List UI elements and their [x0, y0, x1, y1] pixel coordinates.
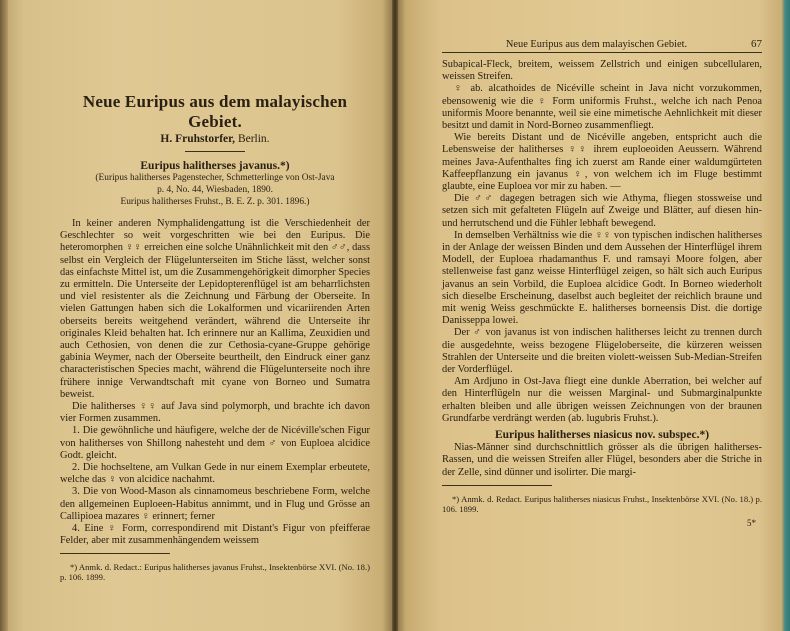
left-page: [0, 0, 394, 631]
paragraph: 3. Die von Wood-Mason als cinnamomeus beschriebene Form, welche den allgemeinen Euploeen-Habitus annimmt, und in Flug und Grösse an Callipioea mazares ♀ erinnert; ferner: [60, 486, 370, 522]
paragraph: In keiner anderen Nymphalidengattung ist die Verschiedenheit der Geschlechter so weit vorgeschritten wie bei den Euripus. Die heteromorphen ♀♀ erreichen eine solche Unähnlichkeit mit den ♂♂, dass selbst ein Vergleich der Flügelunterseiten im Stiche lässt, welcher sonst das einfachste Mittel ist, um die Zusammengehörigkeit dimorpher Species zu ermitteln. Die Unterseite der Lepidopterenflügel ist am beharrlichsten und viel resistenter als die Zeichnung und Färbung der Oberseite. In vielen Gattungen haben sich die Lokalformen und vicariirenden Arten oberseits bereits weitgehend verändert, während die Unterseite ihr originales Kleid behalten hat. Ich erinnere nur an Kallima, Zeuxidien und auch Cethosien, von denen die zur Cethosia-cyane-Gruppe gehörige gabinia Weymer, nach der Oberseite beurtheilt, den Eindruck einer ganz characteristischen Species macht, während die Flügelunterseite noch ihre frühere innige Verwandtschaft mit cyane von Borneo und Sumatra beweist.: [60, 218, 370, 400]
paragraph: Der ♂ von javanus ist von indischen halitherses leicht zu trennen durch die ausgedehnte, weiss bezogene Flügeloberseite, die kürzeren weissen Strahlen der Unterseite und die breiten violett-weissen Sub-Median-Streifen der Vorderflügel.: [442, 327, 762, 376]
paragraph: 4. Eine ♀ Form, correspondirend mit Distant's Figur von pfeifferae Felder, aber mit zusammenhängendem weissem: [60, 523, 370, 547]
paragraph: Die halitherses ♀♀ auf Java sind polymorph, und brachte ich davon vier Formen zusammen.: [60, 401, 370, 425]
section-heading: Euripus halitherses niasicus nov. subspec.*): [494, 429, 710, 442]
section-body: [442, 442, 762, 479]
synonymy-line: p. 4, No. 44, Wiesbaden, 1890.: [157, 185, 273, 195]
synonymy-line: Euripus halitherses Fruhst., B. E. Z. p. 301. 1896.): [120, 197, 310, 207]
synonymy-block: [60, 172, 370, 208]
right-page-edge: [782, 0, 790, 631]
left-page-edge: [0, 0, 8, 631]
paragraph: Wie bereits Distant und de Nicéville angeben, entspricht auch die Lebensweise der halitherses ♀♀ ihrem euploeoiden Aeussern. Während meines Java-Aufenthaltes fing ich zuerst am Rande einer waldumgürteten Kaffeepflanzung ein javanus ♀, von welchem ich im Fluge bestimmt glaubte, eine Euploea vor mir zu haben. —: [442, 132, 762, 193]
paragraph: Subapical-Fleck, breitem, weissem Zellstrich und einigen subcellularen, weissen Streifen.: [442, 59, 762, 83]
paragraph: In demselben Verhältniss wie die ♀♀ von typischen indischen halitherses in der Anlage der weissen Binden und dem Aussehen der Hinterflügel ihrem Modell, der Euploea rhadamanthus F. und ramsayi Moore folgen, aber stellenweise fast ganz weisse Hinterflügel zeigen, so hält sich auch Euripus javanus an sein Vorbild, die Euploea alcidice Godt. In Borneo wiederholt sich dieselbe Erscheinung, daselbst auch begleitet der reichlich braune und mit wenig Weiss geschmückte E. halitherses borneensis Dist. die dortige Danisseppa lowei.: [442, 229, 762, 327]
author-line: [60, 133, 370, 145]
species-heading: Euripus halitherses javanus.*): [140, 160, 290, 172]
right-body-text: [442, 59, 762, 425]
page-number: 67: [751, 38, 762, 50]
author-place: Berlin.: [237, 133, 270, 145]
synonymy-line: (Euripus halitherses Pagenstecher, Schmetterlinge von Ost-Java: [95, 173, 335, 183]
signature-mark: 5*: [747, 517, 756, 528]
paragraph: 1. Die gewöhnliche und häufigere, welche der de Nicéville'schen Figur von halitherses von Shillong nahesteht und dem ♂ von Euploea alcidice Godt. gleicht.: [60, 425, 370, 461]
right-page: [394, 0, 790, 631]
paragraph: Nias-Männer sind durchschnittlich grösser als die übrigen halitherses-Rassen, und die weissen Streifen aller Flügel, besonders aber die Striche in der Zelle, sind dünner und isolirter. Die margi-: [442, 442, 762, 478]
paragraph: ♀ ab. alcathoides de Nicéville scheint in Java nicht vorzukommen, ebensowenig wie die ♀ Form uniformis Fruhst., welche ich nach Penoa uniformis Moore benannte, weil sie eine mimetische Aehnlichkeit mit dieser besitzt und damit in Nord-Borneo zusammenfliegt.: [442, 83, 762, 132]
article-title: Neue Euripus aus dem malayischen Gebiet.: [82, 92, 348, 131]
paragraph: Die ♂♂ dagegen betragen sich wie Athyma, fliegen stossweise und setzen sich mit gefalteten Flügeln auf Zweige und Blätter, auf diesen hin- und herrutschend und die Fühler lebhaft bewegend.: [442, 193, 762, 229]
left-body-text: [60, 218, 370, 547]
paragraph: 2. Die hochseltene, am Vulkan Gede in nur einem Exemplar erbeutete, welche das ♀ von alcidice nachahmt.: [60, 462, 370, 486]
author-name: H. Fruhstorfer,: [160, 133, 236, 145]
paragraph: Am Ardjuno in Ost-Java fliegt eine dunkle Aberration, bei welcher auf den Hinterflügeln nur die weissen Marginal- und Submarginalpunkte erhalten bleiben und alle übrigen weissen Zeichnungen von der braunen Grundfarbe verdrängt werden (ab. lugubris Fruhst.).: [442, 376, 762, 424]
running-head-title: Neue Euripus aus dem malayischen Gebiet.: [505, 39, 688, 50]
footnote: *) Anmk. d. Redact.: Euripus halitherses javanus Fruhst., Insektenbörse XVI. (No. 18.) p. 106. 1899.: [60, 562, 370, 583]
title-rule: [185, 151, 245, 152]
running-head: [442, 38, 762, 53]
footnote: *) Anmk. d. Redact. Euripus halitherses niasicus Fruhst., Insektenbörse XVI. (No. 18.) p. 106. 1899.: [442, 493, 762, 514]
footnote-rule: [442, 485, 552, 486]
book-gutter: [392, 0, 398, 631]
footnote-rule: [60, 553, 170, 554]
